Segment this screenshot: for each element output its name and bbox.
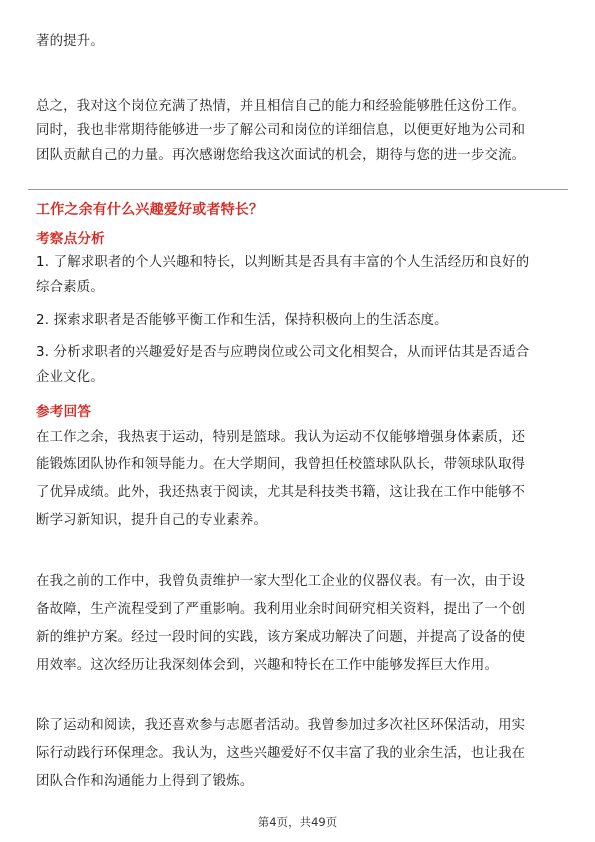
answer-line: 新的维护方案。经过一段时间的实践，该方案成功解决了问题，并提高了设备的使 — [36, 630, 526, 645]
answer-line: 备故障，生产流程受到了严重影响。我利用业余时间研究相关资料，提出了一个创 — [36, 602, 526, 617]
analysis-line: 1. 了解求职者的个人兴趣和特长，以判断其是否具有丰富的个人生活经历和良好的 — [36, 255, 530, 270]
answer-line: 除了运动和阅读，我还喜欢参与志愿者活动。我曾参加过多次社区环保活动，用实 — [36, 718, 526, 733]
analysis-line: 企业文化。 — [36, 370, 104, 385]
answer-line: 团队合作和沟通能力上得到了锻炼。 — [36, 774, 254, 789]
summary-line: 团队贡献自己的力量。再次感谢您给我这次面试的机会，期待与您的进一步交流。 — [36, 148, 526, 163]
answer-line: 在工作之余，我热衷于运动，特别是篮球。我认为运动不仅能够增强身体素质，还 — [36, 430, 526, 445]
page-number: 第4页，共49页 — [257, 815, 338, 829]
answer-line: 断学习新知识，提升自己的专业素养。 — [36, 513, 268, 528]
analysis-line: 综合素质。 — [36, 280, 104, 295]
analysis-line: 2. 探索求职者是否能够平衡工作和生活，保持积极向上的生活态度。 — [36, 313, 448, 328]
analysis-heading: 考察点分析 — [36, 231, 105, 247]
question-title: 工作之余有什么兴趣爱好或者特长？ — [36, 202, 264, 218]
answer-line: 用效率。这次经历让我深刻体会到，兴趣和特长在工作中能够发挥巨大作用。 — [36, 658, 499, 673]
answer-heading: 参考回答 — [36, 404, 92, 420]
answer-line: 在我之前的工作中，我曾负责维护一家大型化工企业的仪器仪表。有一次，由于设 — [36, 574, 526, 589]
summary-line: 总之，我对这个岗位充满了热情，并且相信自己的能力和经验能够胜任这份工作。 — [36, 99, 526, 114]
summary-line: 同时，我也非常期待能够进一步了解公司和岗位的详细信息，以便更好地为公司和 — [36, 123, 526, 138]
section-divider — [28, 189, 568, 190]
answer-line: 能锻炼团队协作和领导能力。在大学期间，我曾担任校篮球队队长，带领球队取得 — [36, 457, 526, 472]
carryover-text: 著的提升。 — [36, 34, 104, 49]
answer-line: 了优异成绩。此外，我还热衷于阅读，尤其是科技类书籍，这让我在工作中能够不 — [36, 485, 526, 500]
answer-line: 际行动践行环保理念。我认为，这些兴趣爱好不仅丰富了我的业余生活，也让我在 — [36, 746, 526, 761]
analysis-line: 3. 分析求职者的兴趣爱好是否与应聘岗位或公司文化相契合，从而评估其是否适合 — [36, 345, 530, 360]
